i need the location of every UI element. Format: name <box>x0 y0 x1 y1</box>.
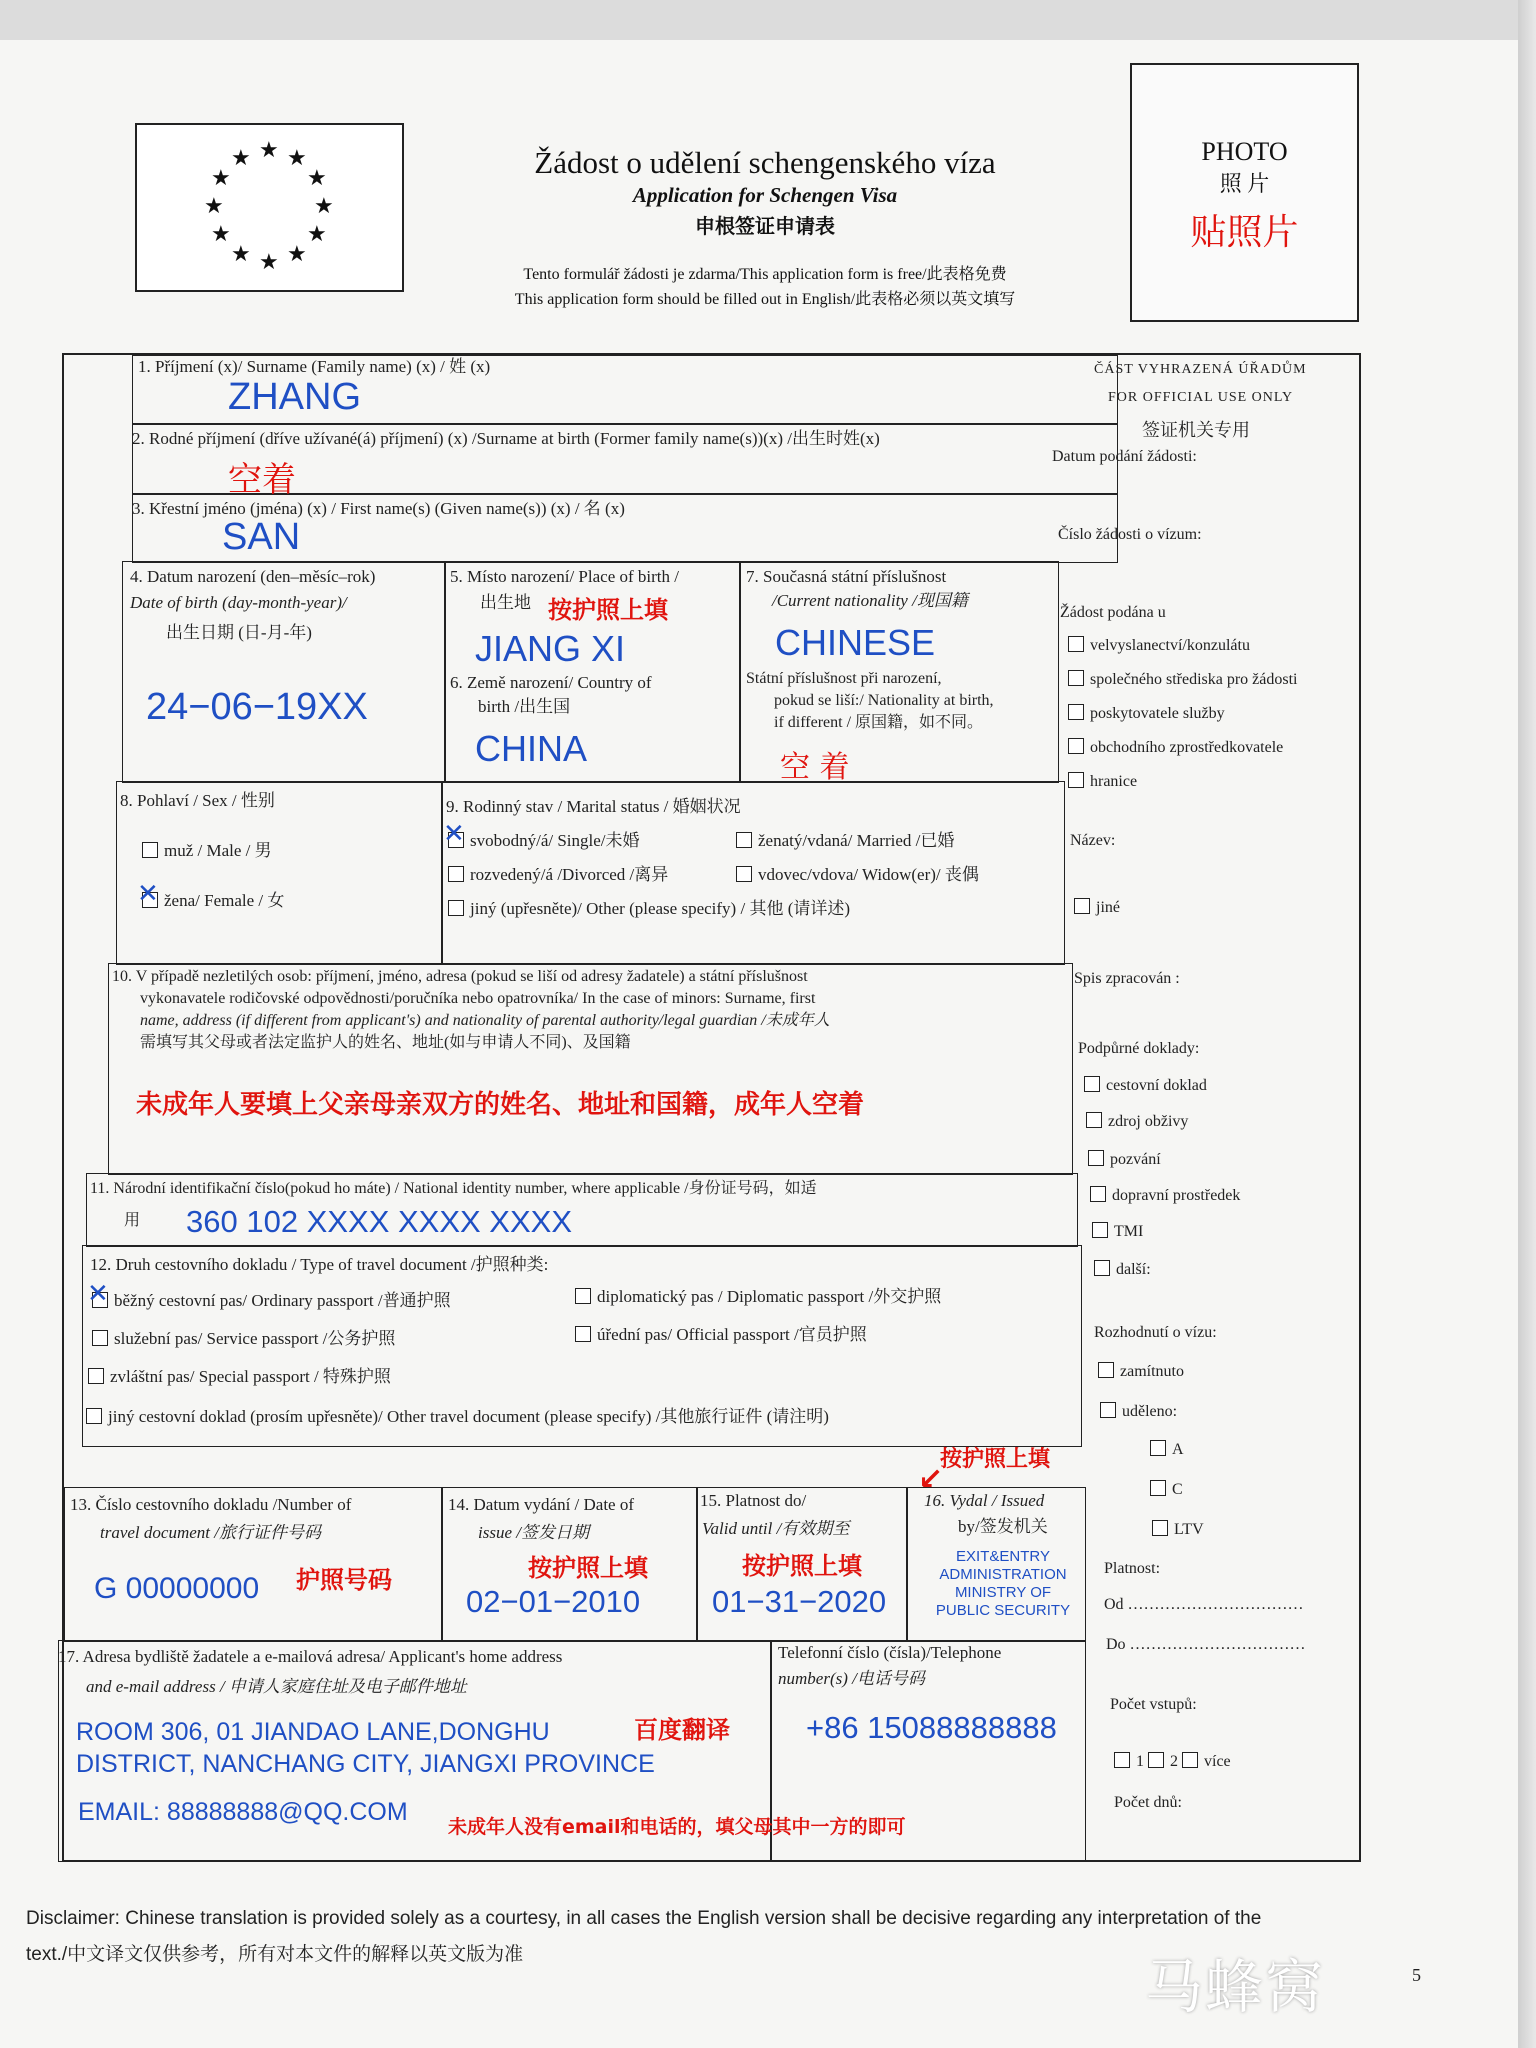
star-icon: ★ <box>231 241 251 266</box>
telephone-input[interactable]: +86 15088888888 <box>806 1710 1057 1745</box>
field-11-label: 11. Národní identifikační číslo(pokud ho máte) / National identity number, where applicable /身份证号码，如适 <box>90 1180 817 1197</box>
official-doc-1 <box>1084 1076 1207 1095</box>
official-checkbox <box>1074 898 1090 914</box>
field-13-label: 13. Číslo cestovního dokladu /Number of <box>70 1495 352 1514</box>
official-doc-3 <box>1088 1150 1161 1169</box>
telephone-label: Telefonní číslo (čísla)/Telephone <box>778 1643 1002 1662</box>
star-icon: ★ <box>211 165 231 190</box>
option-widow[interactable] <box>736 864 979 886</box>
field-10-label-4: 需填写其父母或者法定监护人的姓名、地址(如与申请人不同)、及国籍 <box>140 1034 631 1051</box>
field-13-note: 护照号码 <box>296 1566 392 1594</box>
field-16-label-2: by/签发机关 <box>958 1517 1048 1536</box>
photo-label-cn: 照 片 <box>1219 171 1270 196</box>
field-8-label: 8. Pohlaví / Sex / 性别 <box>120 791 275 810</box>
telephone-label-2: number(s) /电话号码 <box>778 1669 925 1688</box>
official-checkbox <box>1068 772 1084 788</box>
field-1-label: 1. Příjmení (x)/ Surname (Family name) (x) / 姓 (x) <box>138 357 491 376</box>
home-address-line-2[interactable]: DISTRICT, NANCHANG CITY, JIANGXI PROVINCE <box>76 1750 655 1778</box>
field-17-note-2: 未成年人没有email和电话的，填父母其中一方的即可 <box>448 1816 906 1838</box>
official-other <box>1074 898 1120 917</box>
page-number: 5 <box>1412 1965 1421 1985</box>
field-17-note: 百度翻译 <box>634 1716 730 1744</box>
star-icon: ★ <box>259 249 279 274</box>
first-name-input[interactable]: SAN <box>222 516 301 558</box>
ordinary-passport-checkbox[interactable] <box>92 1292 108 1308</box>
field-14-label-2: issue /签发日期 <box>478 1523 589 1542</box>
star-icon: ★ <box>287 145 307 170</box>
single-label: svobodný/á/ Single/未婚 <box>470 831 640 850</box>
special-passport-checkbox[interactable] <box>88 1368 104 1384</box>
official-valid: Platnost: <box>1104 1560 1161 1577</box>
official-checkbox <box>1068 636 1084 652</box>
special-passport-label: zvláštní pas/ Special passport / 特殊护照 <box>110 1367 391 1386</box>
ordinary-passport-label: běžný cestovní pas/ Ordinary passport /普通护照 <box>114 1291 451 1310</box>
official-checkbox <box>1150 1440 1166 1456</box>
official-checkbox <box>1068 704 1084 720</box>
disclaimer-line-1: Disclaimer: Chinese translation is provided solely as a courtesy, in all cases the English version shall be decisive regarding any interpretation of the <box>26 1908 1262 1929</box>
title-en: Application for Schengen Visa <box>632 183 898 207</box>
official-checkbox <box>1068 670 1084 686</box>
star-icon: ★ <box>307 221 327 246</box>
official-entries-two: 2 <box>1170 1753 1178 1770</box>
issued-by-input[interactable] <box>918 1548 1088 1620</box>
nationality-at-birth-input[interactable]: 空 着 <box>780 750 850 785</box>
official-checkbox <box>1092 1222 1108 1238</box>
star-icon: ★ <box>211 221 231 246</box>
official-passport-label: úřední pas/ Official passport /官员护照 <box>597 1325 867 1344</box>
option-official-passport[interactable] <box>575 1324 867 1346</box>
field-2-label: 2. Rodné příjmení (dříve užívané(á) příjmení) (x) /Surname at birth (Former family name(s))(x) /出生时姓(x) <box>132 429 880 448</box>
female-label: žena/ Female / 女 <box>164 891 285 910</box>
field-15-label: 15. Platnost do/ <box>700 1491 807 1510</box>
official-lodged-at: Žádost podána u <box>1060 604 1166 621</box>
male-label: muž / Male / 男 <box>164 841 272 860</box>
arrow-icon: ↙ <box>918 1462 944 1497</box>
official-checkbox <box>1090 1186 1106 1202</box>
current-nationality-input[interactable]: CHINESE <box>775 622 936 663</box>
diplomatic-passport-checkbox[interactable] <box>575 1288 591 1304</box>
official-date-submitted: Datum podání žádosti: <box>1052 448 1197 465</box>
official-doc-2 <box>1086 1112 1188 1131</box>
service-passport-checkbox[interactable] <box>92 1330 108 1346</box>
official-title-3: 签证机关专用 <box>1142 420 1250 440</box>
valid-until-input[interactable]: 01−31−2020 <box>712 1584 887 1619</box>
marital-other-label: jiný (upřesněte)/ Other (please specify) / 其他 (请详述) <box>470 899 851 918</box>
field-6-label: 6. Země narození/ Country of <box>450 673 652 692</box>
official-type-ltv <box>1152 1520 1204 1539</box>
free-note: Tento formulář žádosti je zdarma/This application form is free/此表格免费 <box>523 266 1007 283</box>
field-4-label-en: Date of birth (day-month-year)/ <box>130 593 347 612</box>
issued-by-line-2: ADMINISTRATION <box>939 1566 1067 1583</box>
star-icon: ★ <box>259 137 279 162</box>
field-5-note: 按护照上填 <box>548 596 668 624</box>
official-opt-center <box>1068 670 1298 689</box>
official-entries: Počet vstupů: <box>1110 1696 1197 1713</box>
divorced-checkbox[interactable] <box>448 866 464 882</box>
eu-flag <box>135 123 404 292</box>
official-checkbox <box>1152 1520 1168 1536</box>
official-doc-3-label: pozvání <box>1110 1151 1161 1168</box>
official-file-handled: Spis zpracován : <box>1074 970 1180 987</box>
issued-by-line-4: PUBLIC SECURITY <box>935 1602 1071 1619</box>
official-opt-border-label: hranice <box>1090 773 1138 790</box>
official-issued-label: uděleno: <box>1122 1403 1178 1420</box>
official-to: Do …………………………… <box>1106 1636 1306 1653</box>
title-cz: Žádost o udělení schengenského víza <box>534 145 996 180</box>
diplomatic-passport-label: diplomatický pas / Diplomatic passport /外交护照 <box>597 1287 942 1306</box>
field-10-label-2: vykonavatele rodičovské odpovědnosti/poručníka nebo opatrovníka/ In the case of minors: Surname, first <box>140 990 816 1007</box>
official-opt-provider <box>1068 704 1225 723</box>
field-15-label-2: Valid until /有效期至 <box>702 1519 850 1538</box>
field-9-label: 9. Rodinný stav / Marital status / 婚姻状况 <box>446 797 741 816</box>
star-icon: ★ <box>231 145 251 170</box>
field-4-label: 4. Datum narození (den–měsíc–rok) <box>130 567 376 586</box>
field-7-label: 7. Současná státní příslušnost <box>746 567 947 586</box>
option-special-passport[interactable] <box>88 1366 391 1388</box>
star-icon: ★ <box>204 193 224 218</box>
star-icon: ★ <box>287 241 307 266</box>
field-7-birth-label: Státní příslušnost při narození, <box>746 670 942 687</box>
official-checkbox <box>1114 1752 1130 1768</box>
disclaimer-line-2: text./中文译文仅供参考，所有对本文件的解释以英文版为准 <box>26 1944 524 1965</box>
official-checkbox <box>1150 1480 1166 1496</box>
travel-document-number-input[interactable]: G 00000000 <box>94 1572 260 1605</box>
official-app-number: Číslo žádosti o vízum: <box>1058 526 1202 543</box>
option-other-document[interactable] <box>86 1406 829 1428</box>
field-14-label: 14. Datum vydání / Date of <box>448 1495 635 1514</box>
official-checkbox <box>1086 1112 1102 1128</box>
official-from: Od …………………………… <box>1104 1596 1304 1613</box>
official-opt-embassy <box>1068 636 1250 655</box>
country-of-birth-input[interactable]: CHINA <box>475 728 588 769</box>
option-marital-other[interactable] <box>448 898 850 920</box>
official-refused <box>1098 1362 1184 1381</box>
official-doc-4 <box>1090 1186 1240 1205</box>
official-checkbox <box>1088 1150 1104 1166</box>
field-12-label: 12. Druh cestovního dokladu / Type of travel document /护照种类: <box>90 1255 549 1274</box>
official-entries-multi: více <box>1204 1753 1231 1770</box>
field-7-birth-label-cn: if different / 原国籍，如不同。 <box>774 714 984 731</box>
photo-label: PHOTO <box>1201 137 1288 166</box>
issued-by-line-1: EXIT&ENTRY <box>956 1548 1050 1565</box>
field-3-label: 3. Křestní jméno (jména) (x) / First name(s) (Given name(s)) (x) / 名 (x) <box>132 499 625 518</box>
option-service-passport[interactable] <box>92 1328 395 1350</box>
official-checkbox <box>1148 1752 1164 1768</box>
official-doc-4-label: dopravní prostředek <box>1112 1187 1241 1204</box>
official-doc-2-label: zdroj obživy <box>1108 1113 1189 1130</box>
field-17-label: 17. Adresa bydliště žadatele a e-mailová adresa/ Applicant's home address <box>58 1647 563 1666</box>
official-title-2: FOR OFFICIAL USE ONLY <box>1108 390 1294 405</box>
page-edge <box>1518 0 1536 2048</box>
official-passport-checkbox[interactable] <box>575 1326 591 1342</box>
official-issued <box>1100 1402 1177 1421</box>
official-type-c-label: C <box>1172 1481 1183 1498</box>
official-checkbox <box>1098 1362 1114 1378</box>
official-other-label: jiné <box>1096 899 1120 916</box>
married-label: ženatý/vdaná/ Married /已婚 <box>758 831 955 850</box>
national-id-input[interactable]: 360 102 XXXX XXXX XXXX <box>186 1204 573 1239</box>
official-doc-5 <box>1092 1222 1143 1241</box>
single-checkbox[interactable] <box>448 832 464 848</box>
official-type-a-label: A <box>1172 1441 1184 1458</box>
option-ordinary-passport[interactable] <box>92 1290 451 1312</box>
field-16-note: 按护照上填 <box>940 1447 1051 1472</box>
official-opt-embassy-label: velvyslanectví/konzulátu <box>1090 637 1250 654</box>
option-married[interactable] <box>736 830 954 852</box>
official-entries-one: 1 <box>1136 1753 1144 1770</box>
field-7-birth-label-en: pokud se liší:/ Nationality at birth, <box>774 692 994 709</box>
field-13-label-2: travel document /旅行证件号码 <box>100 1523 321 1542</box>
official-opt-agent <box>1068 738 1283 757</box>
official-title-1: ČÁST VYHRAZENÁ ÚŘADŮM <box>1094 362 1307 377</box>
option-male[interactable] <box>142 840 272 862</box>
field-5-label-cn: 出生地 <box>480 593 531 612</box>
official-checkbox <box>1094 1260 1110 1276</box>
official-checkbox <box>1084 1076 1100 1092</box>
official-doc-6 <box>1094 1260 1151 1279</box>
option-divorced[interactable] <box>448 864 668 886</box>
official-opt-border <box>1068 772 1137 791</box>
surname-input[interactable]: ZHANG <box>228 376 361 418</box>
field-11-label-2: 用 <box>124 1212 141 1229</box>
male-checkbox[interactable] <box>142 842 158 858</box>
official-days: Počet dnů: <box>1114 1794 1182 1811</box>
married-checkbox[interactable] <box>736 832 752 848</box>
official-doc-5-label: TMI <box>1114 1223 1144 1240</box>
official-name: Název: <box>1070 832 1116 849</box>
home-address-line-1[interactable]: ROOM 306, 01 JIANDAO LANE,DONGHU <box>76 1718 550 1746</box>
official-checkbox <box>1182 1752 1198 1768</box>
official-checkbox <box>1068 738 1084 754</box>
place-of-birth-input[interactable]: JIANG XI <box>475 628 626 669</box>
widow-checkbox[interactable] <box>736 866 752 882</box>
field-10-label-3: name, address (if different from applicant's) and nationality of parental authority/legal guardian /未成年人 <box>140 1012 830 1029</box>
female-checkbox[interactable] <box>142 892 158 908</box>
field-10-label-1: 10. V případě nezletilých osob: příjmení, jméno, adresa (pokud se liší od adresy žadatele) a státní příslušnost <box>112 968 808 985</box>
official-type-c <box>1150 1480 1183 1499</box>
field-4-label-cn: 出生日期 (日-月-年) <box>166 623 312 642</box>
star-icon: ★ <box>314 193 334 218</box>
surname-at-birth-input[interactable]: 空着 <box>228 460 296 500</box>
english-note: This application form should be filled out in English/此表格必须以英文填写 <box>514 291 1016 308</box>
option-diplomatic-passport[interactable] <box>575 1286 941 1308</box>
official-opt-center-label: společného střediska pro žádosti <box>1090 671 1298 688</box>
field-5-label: 5. Místo narození/ Place of birth / <box>450 567 679 586</box>
official-type-a <box>1150 1440 1184 1459</box>
field-16-label: 16. Vydal / Issued <box>924 1491 1045 1510</box>
option-female[interactable] <box>142 890 284 912</box>
date-of-birth-input[interactable]: 24−06−19XX <box>146 686 368 728</box>
watermark-logo: 马蜂窝 <box>1145 1953 1326 2021</box>
email-input[interactable]: EMAIL: 88888888@QQ.COM <box>78 1798 408 1826</box>
marital-other-checkbox[interactable] <box>448 900 464 916</box>
photo-note: 贴照片 <box>1190 212 1299 253</box>
official-checkbox <box>1100 1402 1116 1418</box>
field-10-note: 未成年人要填上父亲母亲双方的姓名、地址和国籍，成年人空着 <box>136 1090 865 1120</box>
photo-box[interactable] <box>1130 63 1359 322</box>
official-doc-6-label: další: <box>1116 1261 1151 1278</box>
divorced-label: rozvedený/á /Divorced /离异 <box>470 865 669 884</box>
widow-label: vdovec/vdova/ Widow(er)/ 丧偶 <box>758 865 979 884</box>
field-6-label-cn: birth /出生国 <box>478 697 571 716</box>
title-cn: 申根签证申请表 <box>695 216 835 238</box>
official-opt-provider-label: poskytovatele služby <box>1090 705 1225 722</box>
service-passport-label: služební pas/ Service passport /公务护照 <box>114 1329 396 1348</box>
other-document-label: jiný cestovní doklad (prosím upřesněte)/ Other travel document (please specify) /其他旅行证件 (请注明) <box>108 1407 829 1426</box>
official-opt-agent-label: obchodního zprostředkovatele <box>1090 739 1284 756</box>
field-14-note: 按护照上填 <box>528 1554 648 1582</box>
official-doc-1-label: cestovní doklad <box>1106 1077 1207 1094</box>
issued-by-line-3: MINISTRY OF <box>954 1584 1052 1601</box>
field-15-note: 按护照上填 <box>742 1552 862 1580</box>
official-supporting: Podpůrné doklady: <box>1078 1040 1200 1057</box>
option-single[interactable] <box>448 830 640 852</box>
official-type-ltv-label: LTV <box>1174 1521 1204 1538</box>
field-17-label-2: and e-mail address / 申请人家庭住址及电子邮件地址 <box>86 1677 467 1696</box>
official-entries-options <box>1114 1752 1231 1771</box>
official-decision: Rozhodnutí o vízu: <box>1094 1324 1217 1341</box>
official-refused-label: zamítnuto <box>1120 1363 1184 1380</box>
date-of-issue-input[interactable]: 02−01−2010 <box>466 1584 641 1619</box>
field-7-label-en: /Current nationality /现国籍 <box>772 591 968 610</box>
other-document-checkbox[interactable] <box>86 1408 102 1424</box>
star-icon: ★ <box>307 165 327 190</box>
form-header <box>430 145 1100 309</box>
